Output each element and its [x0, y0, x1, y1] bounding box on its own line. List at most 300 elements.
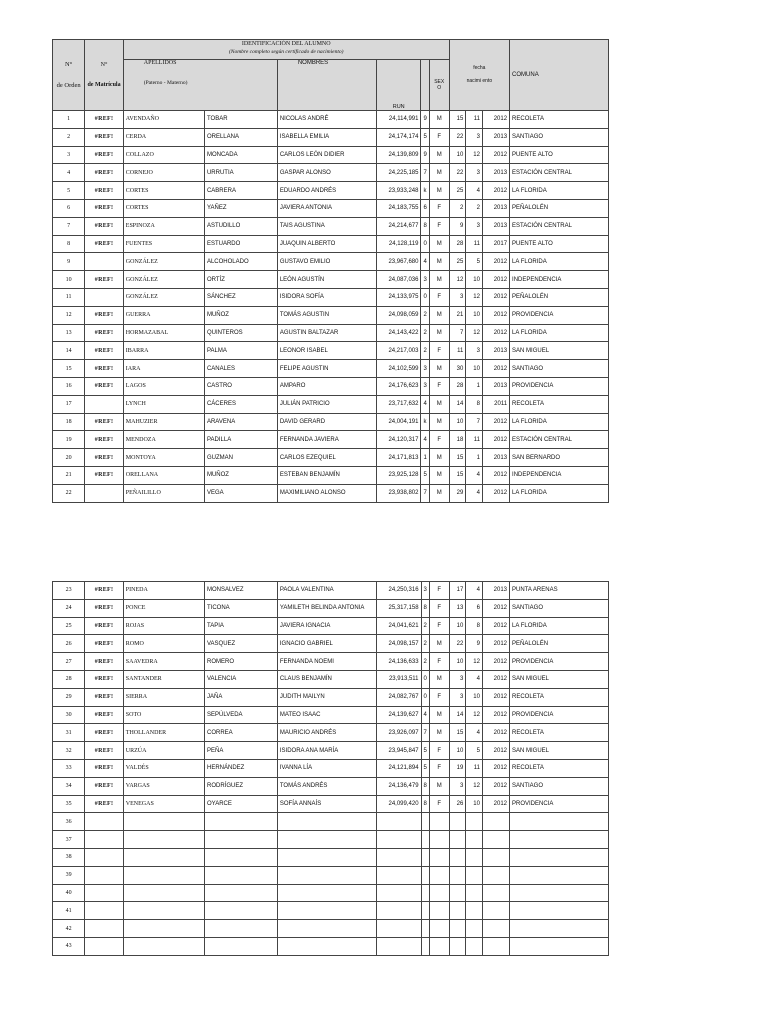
- birth-year-cell: 2012: [482, 688, 509, 706]
- sex-cell: M: [429, 111, 449, 129]
- birth-month-cell: [466, 831, 483, 849]
- comuna-cell: PROVIDENCIA: [510, 795, 609, 813]
- order-number-cell: 43: [53, 937, 85, 955]
- enrollment-number-cell: #REF!: [85, 724, 124, 742]
- student-row: [53, 111, 609, 129]
- birth-day-cell: 19: [449, 759, 466, 777]
- comuna-cell: LA FLORIDA: [510, 253, 609, 271]
- run-check-digit-cell: [421, 813, 429, 831]
- student-row: [53, 449, 609, 467]
- birth-month-cell: 12: [466, 653, 483, 671]
- run-cell: 24,250,316: [376, 582, 421, 600]
- run-check-digit-cell: 9: [421, 111, 429, 129]
- names-cell: YAMILETH BELINDA ANTONIA: [277, 599, 376, 617]
- comuna-cell: SANTIAGO: [510, 128, 609, 146]
- run-check-digit-cell: 6: [421, 199, 429, 217]
- comuna-cell: PUNTA ARENAS: [510, 582, 609, 600]
- comuna-cell: PUENTE ALTO: [510, 146, 609, 164]
- comuna-cell: [510, 884, 609, 902]
- surnames-header: [123, 60, 277, 111]
- paternal-surname-cell: GONZÁLEZ: [123, 288, 204, 306]
- birth-day-cell: [449, 884, 466, 902]
- names-cell: CARLOS EZEQUIEL: [277, 449, 376, 467]
- run-cell: [376, 831, 421, 849]
- order-number-cell: 37: [53, 831, 85, 849]
- student-identification-title: IDENTIFICACIÓN DEL ALUMNO: [241, 41, 331, 47]
- birth-year-cell: [482, 902, 509, 920]
- names-cell: TAIS AGUSTINA: [277, 217, 376, 235]
- student-row: [53, 884, 609, 902]
- paternal-surname-cell: ROMO: [123, 635, 204, 653]
- sex-cell: M: [429, 146, 449, 164]
- birth-year-cell: [482, 831, 509, 849]
- birth-month-cell: 4: [466, 182, 483, 200]
- surnames-header-sub: (Paterno - Materno): [143, 80, 188, 86]
- order-number-cell: 42: [53, 920, 85, 938]
- birth-day-cell: 22: [449, 635, 466, 653]
- birth-month-cell: 12: [466, 288, 483, 306]
- student-row: [53, 431, 609, 449]
- maternal-surname-cell: VASQUEZ: [204, 635, 277, 653]
- sex-cell: [429, 831, 449, 849]
- student-row: [53, 395, 609, 413]
- order-number-cell: 38: [53, 848, 85, 866]
- birth-day-cell: 3: [449, 670, 466, 688]
- comuna-cell: LA FLORIDA: [510, 617, 609, 635]
- enrollment-number-cell: #REF!: [85, 777, 124, 795]
- order-number-cell: 33: [53, 759, 85, 777]
- names-cell: JUAQUIN ALBERTO: [277, 235, 376, 253]
- names-cell: AMPARO: [277, 377, 376, 395]
- names-cell: [277, 920, 376, 938]
- maternal-surname-cell: GUZMAN: [204, 449, 277, 467]
- maternal-surname-cell: OYARCE: [204, 795, 277, 813]
- sex-cell: M: [429, 777, 449, 795]
- enrollment-number-cell: #REF!: [85, 599, 124, 617]
- comuna-cell: [510, 813, 609, 831]
- names-cell: ESTEBAN BENJAMÍN: [277, 466, 376, 484]
- run-check-digit-cell: 3: [421, 377, 429, 395]
- comuna-cell: ESTACIÓN CENTRAL: [510, 164, 609, 182]
- comuna-cell: ESTACIÓN CENTRAL: [510, 217, 609, 235]
- birth-day-cell: 10: [449, 653, 466, 671]
- comuna-cell: SAN BERNARDO: [510, 449, 609, 467]
- run-check-digit-cell: [421, 831, 429, 849]
- names-cell: JAVIERA IGNACIA: [277, 617, 376, 635]
- order-number-header-sub: de Orden: [56, 82, 81, 89]
- birth-year-cell: [482, 920, 509, 938]
- paternal-surname-cell: FUENTES: [123, 235, 204, 253]
- paternal-surname-cell: AVENDAÑO: [123, 111, 204, 129]
- paternal-surname-cell: LYNCH: [123, 395, 204, 413]
- maternal-surname-cell: SÁNCHEZ: [204, 288, 277, 306]
- order-number-cell: 1: [53, 111, 85, 129]
- comuna-cell: PUENTE ALTO: [510, 235, 609, 253]
- birth-month-cell: 4: [466, 582, 483, 600]
- paternal-surname-cell: ORELLANA: [123, 466, 204, 484]
- student-row: [53, 217, 609, 235]
- sex-cell: M: [429, 395, 449, 413]
- birth-month-cell: [466, 848, 483, 866]
- maternal-surname-cell: [204, 866, 277, 884]
- birth-day-cell: 3: [449, 777, 466, 795]
- run-check-digit-cell: 8: [421, 599, 429, 617]
- birth-year-cell: 2013: [482, 449, 509, 467]
- paternal-surname-cell: GONZÁLEZ: [123, 271, 204, 289]
- enrollment-number-cell: #REF!: [85, 688, 124, 706]
- student-row: [53, 235, 609, 253]
- maternal-surname-cell: RODRÍGUEZ: [204, 777, 277, 795]
- order-number-cell: 40: [53, 884, 85, 902]
- maternal-surname-cell: ALCOHOLADO: [204, 253, 277, 271]
- run-check-digit-cell: 0: [421, 235, 429, 253]
- run-check-digit-cell: 8: [421, 795, 429, 813]
- student-row: [53, 413, 609, 431]
- comuna-cell: ESTACIÓN CENTRAL: [510, 431, 609, 449]
- sex-cell: M: [429, 635, 449, 653]
- student-row: [53, 670, 609, 688]
- run-cell: 24,102,599: [376, 360, 421, 378]
- names-cell: LEÓN AGUSTÍN: [277, 271, 376, 289]
- maternal-surname-cell: TICONA: [204, 599, 277, 617]
- birth-month-cell: 10: [466, 795, 483, 813]
- enrollment-number-cell: #REF!: [85, 306, 124, 324]
- run-cell: 23,925,128: [376, 466, 421, 484]
- run-check-digit-cell: 4: [421, 253, 429, 271]
- birth-day-cell: [449, 937, 466, 955]
- sex-cell: [429, 813, 449, 831]
- names-cell: [277, 813, 376, 831]
- birth-year-cell: 2012: [482, 111, 509, 129]
- birth-year-cell: [482, 884, 509, 902]
- comuna-cell: INDEPENDENCIA: [510, 466, 609, 484]
- run-cell: [376, 866, 421, 884]
- maternal-surname-cell: CASTRO: [204, 377, 277, 395]
- birth-year-cell: 2012: [482, 413, 509, 431]
- run-cell: 23,933,248: [376, 182, 421, 200]
- student-row: [53, 466, 609, 484]
- names-cell: GASPAR ALONSO: [277, 164, 376, 182]
- birth-year-cell: 2012: [482, 777, 509, 795]
- order-number-cell: 7: [53, 217, 85, 235]
- maternal-surname-cell: [204, 920, 277, 938]
- enrollment-number-cell: #REF!: [85, 582, 124, 600]
- birth-month-cell: 8: [466, 617, 483, 635]
- surnames-header-label: APELLIDOS: [143, 60, 177, 66]
- order-number-cell: 15: [53, 360, 85, 378]
- paternal-surname-cell: CERDA: [123, 128, 204, 146]
- birth-year-cell: [482, 866, 509, 884]
- paternal-surname-cell: PONCE: [123, 599, 204, 617]
- paternal-surname-cell: ESPINOZA: [123, 217, 204, 235]
- enrollment-number-cell: [85, 395, 124, 413]
- birth-day-cell: 2: [449, 199, 466, 217]
- enrollment-number-cell: #REF!: [85, 217, 124, 235]
- paternal-surname-cell: IBARRA: [123, 342, 204, 360]
- birth-year-cell: 2012: [482, 360, 509, 378]
- enrollment-number-cell: #REF!: [85, 706, 124, 724]
- run-cell: 23,938,802: [376, 484, 421, 502]
- order-number-cell: 32: [53, 742, 85, 760]
- enrollment-number-header: [85, 40, 124, 111]
- run-cell: 24,099,420: [376, 795, 421, 813]
- comuna-cell: LA FLORIDA: [510, 484, 609, 502]
- birth-day-cell: 10: [449, 146, 466, 164]
- sex-cell: F: [429, 582, 449, 600]
- student-row: [53, 324, 609, 342]
- sex-cell: F: [429, 217, 449, 235]
- enrollment-number-cell: [85, 866, 124, 884]
- student-row: [53, 795, 609, 813]
- birth-date-header-label: fecha: [473, 65, 486, 71]
- order-number-header: [53, 40, 85, 111]
- run-cell: 24,004,191: [376, 413, 421, 431]
- comuna-cell: INDEPENDENCIA: [510, 271, 609, 289]
- enrollment-number-cell: #REF!: [85, 199, 124, 217]
- order-number-cell: 16: [53, 377, 85, 395]
- run-check-digit-cell: 7: [421, 164, 429, 182]
- run-cell: 24,225,185: [376, 164, 421, 182]
- student-row: [53, 920, 609, 938]
- birth-day-cell: 25: [449, 182, 466, 200]
- run-check-digit-cell: 9: [421, 146, 429, 164]
- comuna-cell: SANTIAGO: [510, 777, 609, 795]
- paternal-surname-cell: COLLAZO: [123, 146, 204, 164]
- student-row: [53, 706, 609, 724]
- order-number-cell: 14: [53, 342, 85, 360]
- maternal-surname-cell: PEÑA: [204, 742, 277, 760]
- paternal-surname-cell: VENEGAS: [123, 795, 204, 813]
- enrollment-number-cell: #REF!: [85, 128, 124, 146]
- birth-day-cell: [449, 831, 466, 849]
- birth-year-cell: [482, 937, 509, 955]
- maternal-surname-cell: [204, 831, 277, 849]
- birth-day-cell: 30: [449, 360, 466, 378]
- sex-cell: M: [429, 182, 449, 200]
- run-cell: 23,717,632: [376, 395, 421, 413]
- comuna-cell: SAN MIGUEL: [510, 742, 609, 760]
- names-cell: [277, 902, 376, 920]
- birth-month-cell: 8: [466, 395, 483, 413]
- enrollment-number-cell: [85, 484, 124, 502]
- enrollment-number-cell: #REF!: [85, 742, 124, 760]
- birth-date-header: [449, 40, 509, 111]
- sex-cell: M: [429, 706, 449, 724]
- student-identification-subtitle: (Nombre completo según certificado de nacimiento): [228, 49, 344, 55]
- enrollment-number-cell: [85, 253, 124, 271]
- birth-month-cell: 10: [466, 688, 483, 706]
- student-row: [53, 813, 609, 831]
- birth-year-cell: [482, 813, 509, 831]
- student-row: [53, 306, 609, 324]
- names-cell: GUSTAVO EMILIO: [277, 253, 376, 271]
- birth-day-cell: 26: [449, 795, 466, 813]
- maternal-surname-cell: [204, 902, 277, 920]
- maternal-surname-cell: MUÑOZ: [204, 466, 277, 484]
- student-table-bottom: [52, 581, 609, 956]
- student-row: [53, 377, 609, 395]
- paternal-surname-cell: [123, 884, 204, 902]
- order-number-cell: 29: [53, 688, 85, 706]
- student-table-top: [52, 39, 609, 503]
- sex-cell: M: [429, 306, 449, 324]
- student-row: [53, 182, 609, 200]
- comuna-cell: SANTIAGO: [510, 360, 609, 378]
- order-number-cell: 20: [53, 449, 85, 467]
- order-number-cell: 11: [53, 288, 85, 306]
- order-number-cell: 10: [53, 271, 85, 289]
- sex-cell: F: [429, 653, 449, 671]
- birth-month-cell: 1: [466, 377, 483, 395]
- comuna-cell: SANTIAGO: [510, 599, 609, 617]
- maternal-surname-cell: TOBAR: [204, 111, 277, 129]
- paternal-surname-cell: [123, 920, 204, 938]
- run-check-digit-cell: 5: [421, 466, 429, 484]
- birth-month-cell: 12: [466, 146, 483, 164]
- birth-month-cell: 4: [466, 484, 483, 502]
- run-cell: [376, 920, 421, 938]
- run-cell: 24,120,317: [376, 431, 421, 449]
- run-cell: 24,176,623: [376, 377, 421, 395]
- maternal-surname-cell: [204, 937, 277, 955]
- paternal-surname-cell: THOLLANDER: [123, 724, 204, 742]
- birth-month-cell: 2: [466, 199, 483, 217]
- run-cell: 23,967,680: [376, 253, 421, 271]
- birth-month-cell: 6: [466, 599, 483, 617]
- birth-year-cell: 2012: [482, 635, 509, 653]
- birth-year-cell: 2012: [482, 146, 509, 164]
- birth-month-cell: 3: [466, 342, 483, 360]
- run-header: RUN: [376, 60, 421, 111]
- run-check-digit-cell: 8: [421, 217, 429, 235]
- enrollment-number-cell: #REF!: [85, 670, 124, 688]
- sex-cell: [429, 902, 449, 920]
- sex-cell: F: [429, 599, 449, 617]
- run-cell: 24,217,003: [376, 342, 421, 360]
- birth-day-cell: 10: [449, 617, 466, 635]
- enrollment-number-cell: #REF!: [85, 182, 124, 200]
- birth-day-cell: 25: [449, 253, 466, 271]
- enrollment-number-cell: [85, 813, 124, 831]
- order-number-cell: 27: [53, 653, 85, 671]
- maternal-surname-cell: MONCADA: [204, 146, 277, 164]
- paternal-surname-cell: GONZÁLEZ: [123, 253, 204, 271]
- run-cell: 25,317,158: [376, 599, 421, 617]
- names-cell: DAVID GERARD: [277, 413, 376, 431]
- maternal-surname-cell: ORELLANA: [204, 128, 277, 146]
- maternal-surname-cell: MONSALVEZ: [204, 582, 277, 600]
- sex-cell: [429, 920, 449, 938]
- paternal-surname-cell: SIERRA: [123, 688, 204, 706]
- birth-day-cell: 12: [449, 271, 466, 289]
- birth-day-cell: [449, 866, 466, 884]
- paternal-surname-cell: PEÑAILILLO: [123, 484, 204, 502]
- maternal-surname-cell: TAPIA: [204, 617, 277, 635]
- names-cell: TOMÁS ANDRÉS: [277, 777, 376, 795]
- maternal-surname-cell: CABRERA: [204, 182, 277, 200]
- paternal-surname-cell: CORTES: [123, 182, 204, 200]
- run-check-digit-cell: 7: [421, 484, 429, 502]
- enrollment-number-cell: #REF!: [85, 271, 124, 289]
- names-cell: LEONOR ISABEL: [277, 342, 376, 360]
- names-header: NOMBRES: [277, 60, 376, 111]
- birth-year-cell: 2012: [482, 253, 509, 271]
- sex-cell: M: [429, 413, 449, 431]
- maternal-surname-cell: QUINTEROS: [204, 324, 277, 342]
- enrollment-number-cell: #REF!: [85, 342, 124, 360]
- comuna-cell: LA FLORIDA: [510, 182, 609, 200]
- birth-year-cell: 2012: [482, 271, 509, 289]
- run-check-digit-cell: 1: [421, 449, 429, 467]
- names-cell: [277, 831, 376, 849]
- order-number-cell: 5: [53, 182, 85, 200]
- birth-year-cell: 2012: [482, 599, 509, 617]
- names-cell: [277, 848, 376, 866]
- student-row: [53, 617, 609, 635]
- comuna-cell: SAN MIGUEL: [510, 670, 609, 688]
- maternal-surname-cell: HERNÁNDEZ: [204, 759, 277, 777]
- run-cell: 24,098,059: [376, 306, 421, 324]
- student-row: [53, 866, 609, 884]
- birth-year-cell: 2012: [482, 795, 509, 813]
- run-cell: 24,143,422: [376, 324, 421, 342]
- student-row: [53, 724, 609, 742]
- paternal-surname-cell: SOTO: [123, 706, 204, 724]
- enrollment-number-cell: #REF!: [85, 235, 124, 253]
- student-row: [53, 902, 609, 920]
- comuna-cell: PROVIDENCIA: [510, 377, 609, 395]
- student-row: [53, 777, 609, 795]
- birth-month-cell: 3: [466, 128, 483, 146]
- run-cell: [376, 884, 421, 902]
- birth-day-cell: 9: [449, 217, 466, 235]
- birth-day-cell: 21: [449, 306, 466, 324]
- names-cell: JUDITH MAILYN: [277, 688, 376, 706]
- order-number-cell: 39: [53, 866, 85, 884]
- run-cell: 24,082,767: [376, 688, 421, 706]
- run-cell: 24,174,174: [376, 128, 421, 146]
- run-cell: 24,171,813: [376, 449, 421, 467]
- order-number-cell: 21: [53, 466, 85, 484]
- comuna-cell: RECOLETA: [510, 111, 609, 129]
- birth-day-cell: 15: [449, 724, 466, 742]
- sex-cell: F: [429, 759, 449, 777]
- order-number-cell: 34: [53, 777, 85, 795]
- names-cell: [277, 884, 376, 902]
- run-check-digit-cell: 5: [421, 742, 429, 760]
- birth-day-cell: 18: [449, 431, 466, 449]
- enrollment-number-cell: #REF!: [85, 111, 124, 129]
- names-cell: FERNANDA NOEMI: [277, 653, 376, 671]
- comuna-cell: LA FLORIDA: [510, 324, 609, 342]
- run-cell: 24,133,975: [376, 288, 421, 306]
- order-number-cell: 41: [53, 902, 85, 920]
- run-check-digit-cell: 3: [421, 271, 429, 289]
- maternal-surname-cell: [204, 813, 277, 831]
- run-check-digit-cell: 0: [421, 288, 429, 306]
- sex-cell: F: [429, 617, 449, 635]
- names-cell: MAURICIO ANDRÉS: [277, 724, 376, 742]
- birth-month-cell: 10: [466, 271, 483, 289]
- run-check-digit-cell: 8: [421, 777, 429, 795]
- maternal-surname-cell: ORTÍZ: [204, 271, 277, 289]
- birth-month-cell: 12: [466, 706, 483, 724]
- paternal-surname-cell: VARGAS: [123, 777, 204, 795]
- paternal-surname-cell: LAGOS: [123, 377, 204, 395]
- enrollment-number-cell: #REF!: [85, 413, 124, 431]
- sex-cell: F: [429, 377, 449, 395]
- maternal-surname-cell: PADILLA: [204, 431, 277, 449]
